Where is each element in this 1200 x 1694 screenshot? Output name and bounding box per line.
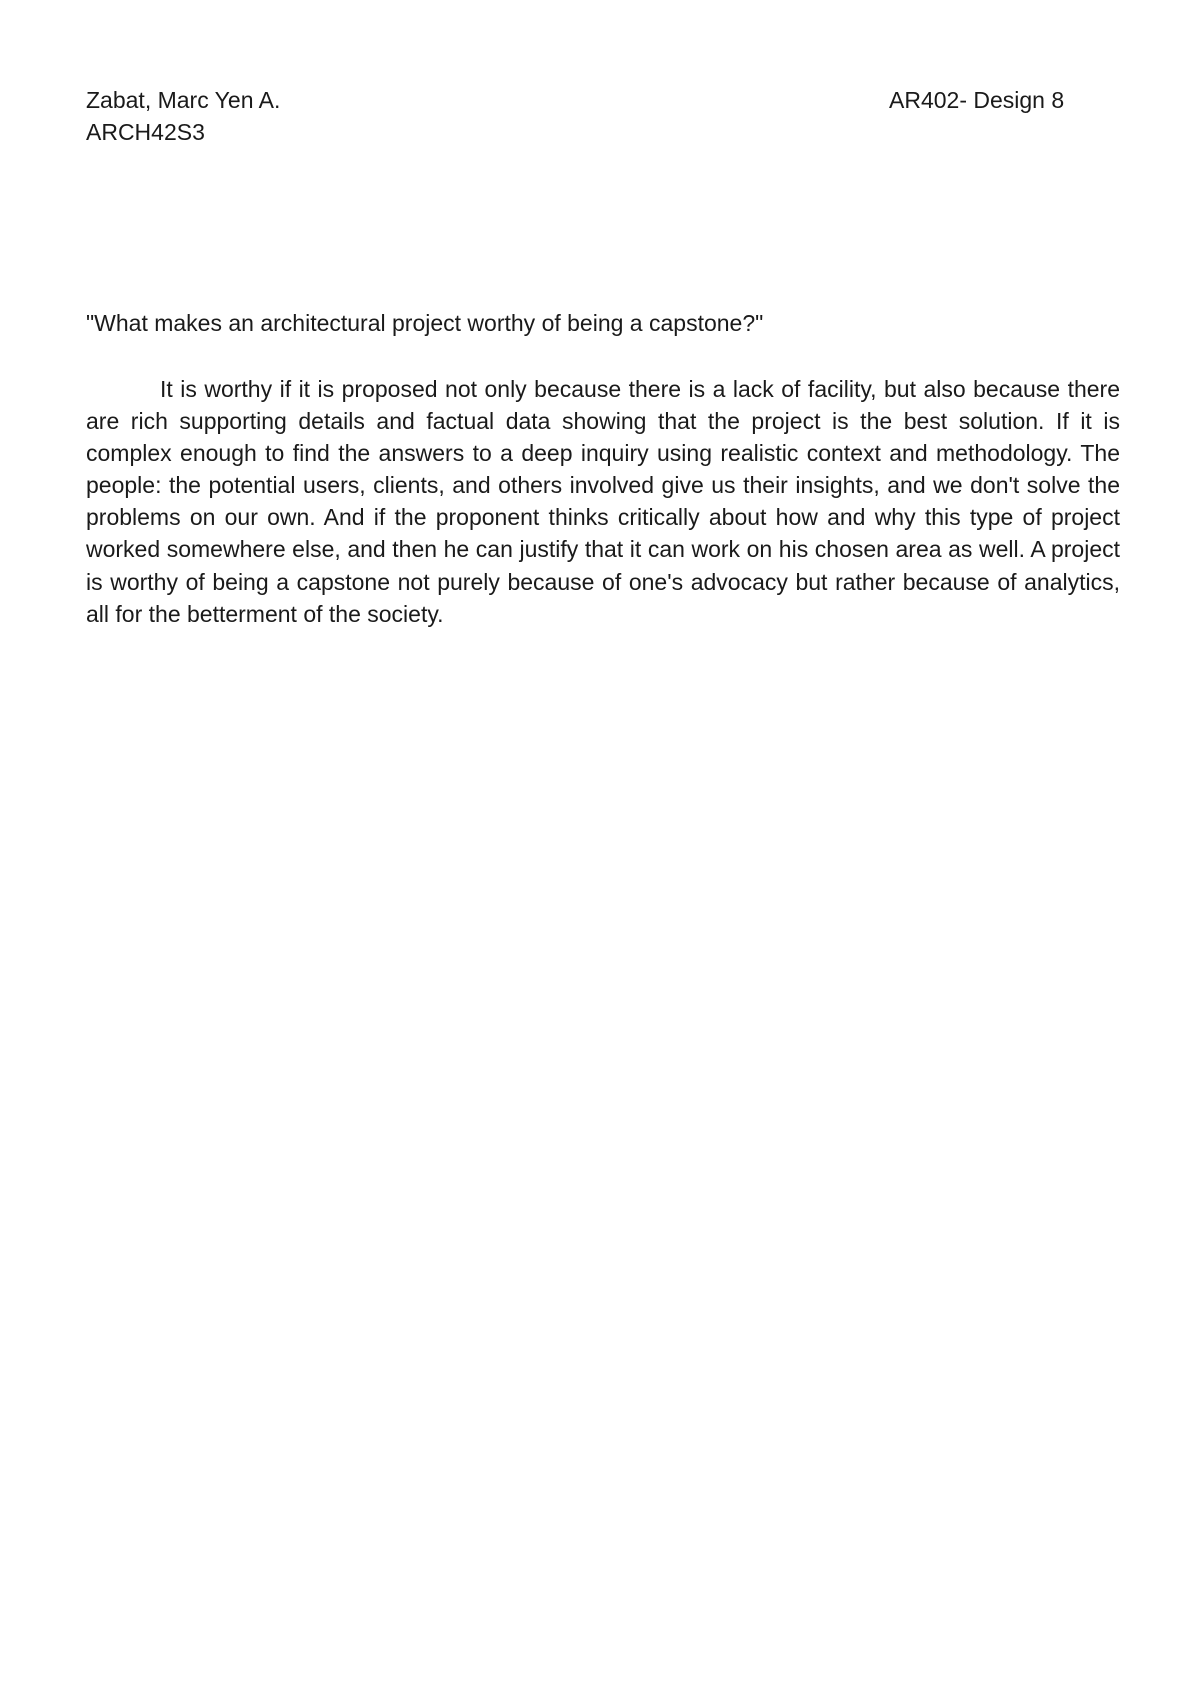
student-name: Zabat, Marc Yen A. [86, 87, 281, 113]
student-info [86, 84, 280, 148]
essay-question: "What makes an architectural project worthy of being a capstone?" [86, 310, 764, 336]
essay-paragraph: It is worthy if it is proposed not only because there is a lack of facility, but also because there are rich supporting details and factual data showing that the project is the best solution. If it is complex enough to find the answers to a deep inquiry using realistic context and methodology. The people: the potential users, clients, and others involved give us their insights, and we don't solve the problems on our own. And if the proponent thinks critically about how and why this type of project worked somewhere else, and then he can justify that it can work on his chosen area as well. A project is worthy of being a capstone not purely because of one's advocacy but rather because of analytics, all for the betterment of the society. [86, 376, 1120, 627]
student-section: ARCH42S3 [86, 119, 205, 145]
course-code: AR402- Design 8 [889, 87, 1065, 113]
